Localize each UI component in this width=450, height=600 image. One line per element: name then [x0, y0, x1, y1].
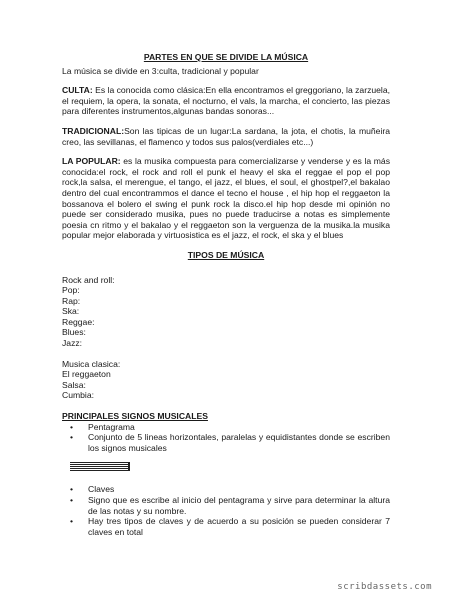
tipos-list-1 — [62, 275, 390, 349]
list-item: Salsa: — [62, 379, 86, 390]
staff-line — [70, 470, 130, 471]
list-item: Jazz: — [62, 338, 83, 349]
bullet-item: • Claves — [62, 484, 390, 495]
intro-text: La música se divide en 3:culta, tradicional y popular — [62, 65, 259, 76]
list-item: Cumbia: — [62, 390, 94, 401]
list-item: Reggae: — [62, 316, 95, 327]
document-title: PARTES EN QUE SE DIVIDE LA MÚSICA — [143, 52, 309, 62]
bullet-item: • Conjunto de 5 lineas horizontales, paralelas y equidistantes donde se escriben los signos musicales — [62, 432, 390, 453]
tipos-list-2 — [62, 359, 390, 401]
signos-heading: PRINCIPALES SIGNOS MUSICALES — [62, 411, 208, 422]
list-item: Pop: — [62, 285, 80, 296]
list-item: Ska: — [62, 306, 80, 317]
staff-bar — [128, 462, 130, 471]
bullet-icon: • — [70, 495, 74, 505]
section-label: TRADICIONAL: — [62, 125, 125, 136]
bullet-item: • Pentagrama — [62, 422, 390, 433]
list-item: Rock and roll: — [62, 274, 115, 285]
section-text: Es la conocida como clásica:En ella encontramos el greggoriano, la zarzuela, el requiem, la opera, la sonata, el nocturno, el vals, la marcha, el concierto, las piezas para diferentes instrumentos,algunas bandas sonoras... — [62, 85, 390, 117]
bullet-icon: • — [70, 432, 74, 443]
source-watermark: scribdassets.com — [337, 582, 432, 592]
bullet-item: • Hay tres tipos de claves y de acuerdo a su posición se pueden considerar 7 claves en total — [62, 516, 390, 537]
bullet-icon: • — [70, 484, 74, 495]
section-popular — [62, 156, 390, 241]
bullet-item: • Signo que es escribe al inicio del pentagrama y sirve para determinar la altura de las notas y su nombre. — [62, 495, 390, 516]
staff-line — [70, 464, 130, 465]
section-label: LA POPULAR: — [62, 156, 121, 167]
staff-line — [70, 468, 130, 469]
list-item: El reggaeton — [62, 369, 111, 380]
staff-image — [70, 462, 130, 472]
staff-line — [70, 466, 130, 467]
bullet-icon: • — [70, 421, 74, 432]
staff-line — [70, 462, 130, 463]
section-culta — [62, 85, 390, 117]
document-page — [62, 52, 390, 537]
list-item: Musica clasica: — [62, 358, 121, 369]
section-label: CULTA: — [62, 85, 93, 96]
list-item: Rap: — [62, 295, 81, 306]
bullet-icon: • — [70, 516, 74, 527]
section-tradicional — [62, 126, 390, 147]
list-item: Blues: — [62, 327, 86, 338]
section-text: es la musika compuesta para comercializarse y venderse y es la más conocida:el rock, el rock and roll el punk el heavy el ska el reggae el pop el pop rock,la salsa, el merengue, el tango, el jazz, el blues, el soul, el ghostpel?,el bakalao dentro del cual encontrammos el dance el tecno el house , el hip hop el reggaeton la bossanova el bolero el swing el punk rock la disco.el hip hop desde mi opinión no puede ser considerado musika, pues no puede traducirse a notas es simplemente poesia cn ritmo y el bakalao y el reggaeton son la verguenza de la musika.la musika popular mejor elaborada y virtuosistica es el jazz, el rock, el ska y el blues — [62, 156, 390, 241]
tipos-heading: TIPOS DE MÚSICA — [187, 249, 265, 260]
section-text: Son las tipicas de un lugar:La sardana, la jota, el chotis, la muñeira creo, las sevillanas, el flamenco y todos sus palos(verdiales etc...) — [62, 125, 390, 147]
